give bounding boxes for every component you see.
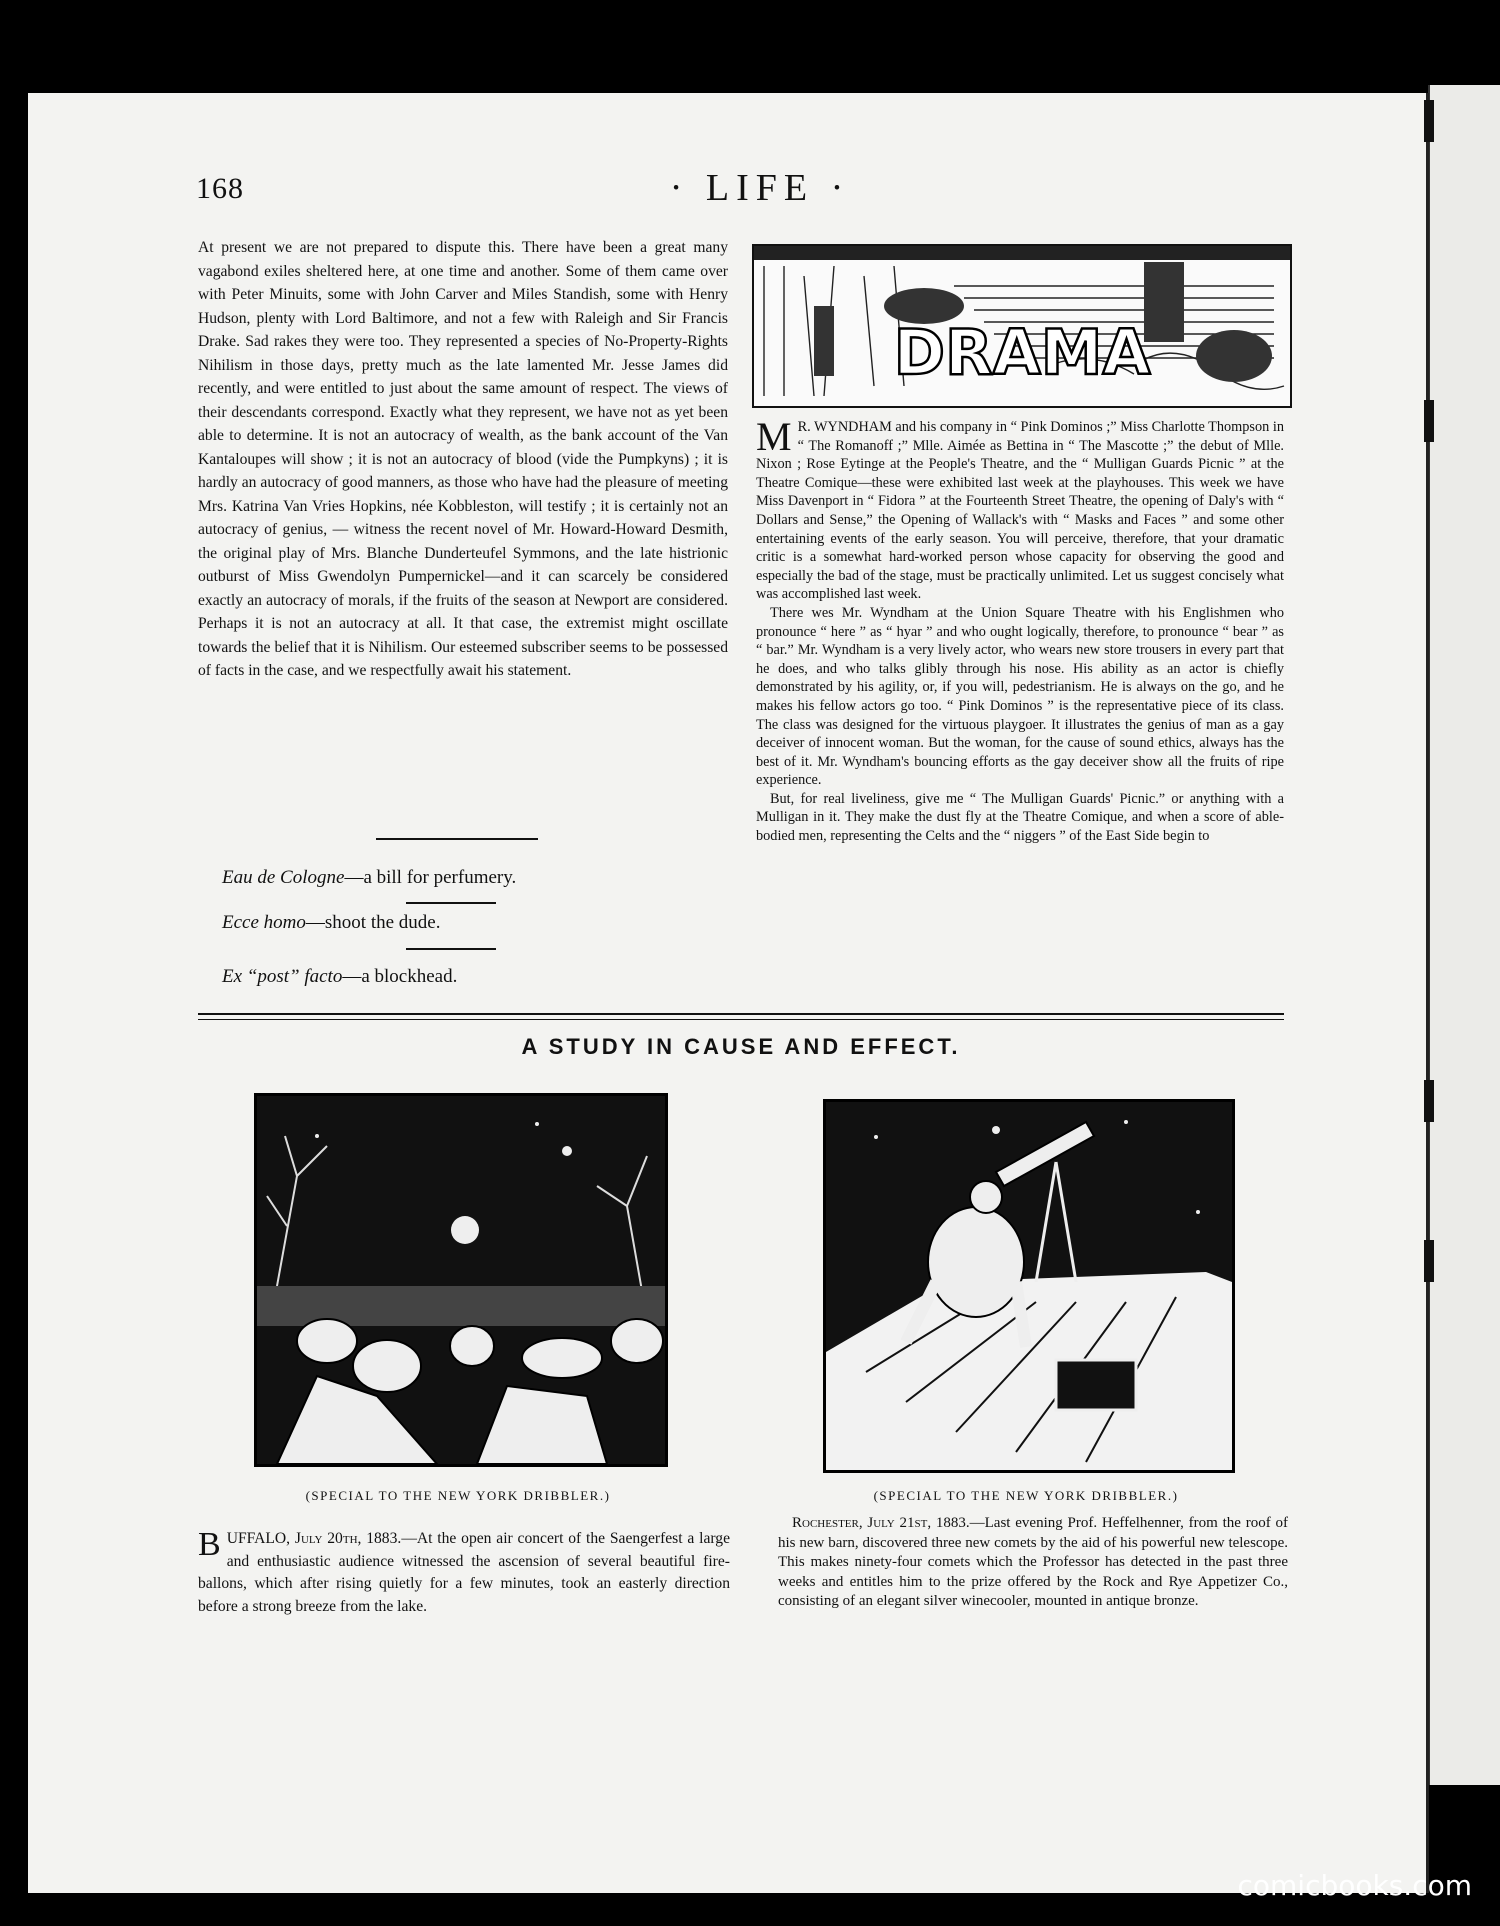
latin-gloss: —a bill for perfumery. xyxy=(344,867,517,888)
balloon-concert-illustration xyxy=(254,1093,668,1467)
telescope-astronomer-engraving xyxy=(826,1102,1232,1470)
rochester-report xyxy=(778,1514,1288,1612)
section-divider-thin xyxy=(198,1019,1284,1020)
rochester-text: —Last evening Prof. Heffelhenner, from the roof of his new barn, discovered three new comets by the aid of his powerful new telescope. This makes ninety-four comets which the Professor has detected in the past three weeks and entitles him to the prize offered by the Rock and Rye Appetizer Co., consisting of an elegant silver winecooler, mounted in antique bronze. xyxy=(778,1515,1288,1609)
facing-page-edge xyxy=(1428,85,1500,1785)
drama-stage-engraving xyxy=(754,246,1290,406)
drama-column xyxy=(756,414,1284,846)
spine-mark xyxy=(1424,1240,1434,1282)
joke-rule xyxy=(406,902,496,904)
buffalo-dateline: UFFALO, July 20th, 1883. xyxy=(226,1530,402,1547)
latin-joke-1 xyxy=(222,867,516,889)
drama-drop-cap: M xyxy=(756,414,792,459)
joke-rule xyxy=(406,948,496,950)
buffalo-report xyxy=(198,1528,730,1618)
latin-phrase: Ex “post” facto xyxy=(222,966,343,987)
right-illustration-caption: (SPECIAL TO THE NEW YORK DRIBBLER.) xyxy=(873,1488,1179,1503)
editorial-column xyxy=(198,236,728,683)
drama-banner-illustration xyxy=(752,244,1292,408)
section-divider xyxy=(198,1013,1284,1015)
drama-banner-title: DRAMA xyxy=(893,316,1151,389)
section-rule xyxy=(376,838,538,840)
drama-paragraph-2: There wes Mr. Wyndham at the Union Square Theatre with his Englishmen who pronounce “ here ” as “ hyar ” and who ought logically, therefore, to pronounce “ bear ” as “ bar.” Mr. Wyndham is a very lively actor, who wears new store trousers in every part that he does, and who talks glibly through his nose. His ability as an actor is chiefly demonstrated by his agility, or, if you will, pedestrianism. He is always on the go, and he makes his fellow actors go too. “ Pink Dominos ” is the representative piece of its class. The class was designed for the virtuous playgoer. It illustrates the genius of man as a gay deceiver of innocent woman. But the woman, for the cause of sound ethics, always has the best of it. Mr. Wyndham's bouncing efforts as the gay deceiver show all the fruits of ripe experience. xyxy=(756,604,1284,789)
page-spine xyxy=(1426,93,1429,1893)
latin-phrase: Eau de Cologne xyxy=(222,867,345,888)
spine-mark xyxy=(1424,1080,1434,1122)
latin-phrase: Ecce homo xyxy=(222,912,306,933)
left-illustration-caption: (SPECIAL TO THE NEW YORK DRIBBLER.) xyxy=(305,1488,611,1503)
latin-gloss: —shoot the dude. xyxy=(305,912,441,933)
spine-mark xyxy=(1424,400,1434,442)
drama-paragraph-1: R. WYNDHAM and his company in “ Pink Dominos ;” Miss Charlotte Thompson in “ The Romanoff ;” Mlle. Aimée as Bettina in “ The Mascotte ;” the debut of Mlle. Nixon ; Rose Eytinge at the People's Theatre, and the “ Mulligan Guards Picnic ” at the Theatre Comique—these were exhibited last week at the playhouses. This week we have Miss Davenport in “ Fidora ” at the Fourteenth Street Theatre, the opening of Daly's with “ Dollars and Sense,” the Opening of Wallack's with “ Masks and Faces ” and some other entertaining events of the early season. You will perceive, therefore, that your dramatic critic is a somewhat hard-worked person whose capacity for observing the good and especially the bad of the stage, must be practically unlimited. Let us suggest concisely what was accomplished last week. xyxy=(756,419,1284,603)
site-watermark: comicbooks.com xyxy=(1237,1869,1472,1902)
latin-joke-2 xyxy=(222,912,440,934)
buffalo-text: —At the open air concert of the Saengerfest a large and enthusiastic audience witnessed the ascension of several beautiful fire-ballons, which after rising quietly for a few minutes, took an easterly direction before a strong breeze from the lake. xyxy=(198,1530,730,1615)
rochester-dateline: Rochester, July 21st, 1883. xyxy=(792,1515,970,1531)
latin-gloss: —a blockhead. xyxy=(342,966,458,987)
telescope-roof-illustration xyxy=(823,1099,1235,1473)
study-title: A STUDY IN CAUSE AND EFFECT. xyxy=(521,1034,961,1059)
drama-paragraph-3: But, for real liveliness, give me “ The Mulligan Guards' Picnic.” or anything with a Mulligan in it. They make the dust fly at the Theatre Comique, and when a score of able-bodied men, representing the Celts and the “ niggers ” of the East Side begin to xyxy=(756,790,1284,845)
balloon-crowd-engraving xyxy=(257,1096,665,1464)
latin-joke-3 xyxy=(222,966,457,988)
page-number: 168 xyxy=(196,172,244,205)
spine-mark xyxy=(1424,100,1434,142)
buffalo-drop-cap: B xyxy=(198,1526,221,1563)
magazine-title: · LIFE · xyxy=(669,167,851,209)
editorial-paragraph: At present we are not prepared to dispute this. There have been a great many vagabond exiles sheltered here, at one time and another. Some of them came over with Peter Minuits, some with John Carver and Miles Standish, some with Henry Hudson, plenty with Lord Baltimore, and not a few with Raleigh and Sir Francis Drake. Sad rakes they were too. They represented a species of No-Property-Rights Nihilism in those days, pretty much as the late lamented Mr. Jesse James did recently, and were entitled to just about the same amount of respect. The views of their descendants correspond. Exactly what they represent, we have not as yet been able to determine. It is not an autocracy of wealth, as the bank account of the Van Kantaloupes will show ; it is not an autocracy of blood (vide the Pumpkyns) ; it is hardly an autocracy of good manners, as those who have had the pleasure of meeting Mrs. Katrina Van Vries Hopkins, née Kobbleston, will testify ; it is certainly not an autocracy of genius, — witness the recent novel of Mr. Howard-Howard Desmith, the original play of Mrs. Blanche Dunderteufel Symmons, and the late histrionic outburst of Miss Gwendolyn Pumpernickel—and it can scarcely be considered exactly an autocracy of morals, if the fruits of the season at Newport are considered. Perhaps it is not an autocracy at all. It that case, the extremist might oscillate towards the belief that it is Nihilism. Our esteemed subscriber seems to be possessed of facts in the case, and we respectfully await his statement. xyxy=(198,239,728,679)
